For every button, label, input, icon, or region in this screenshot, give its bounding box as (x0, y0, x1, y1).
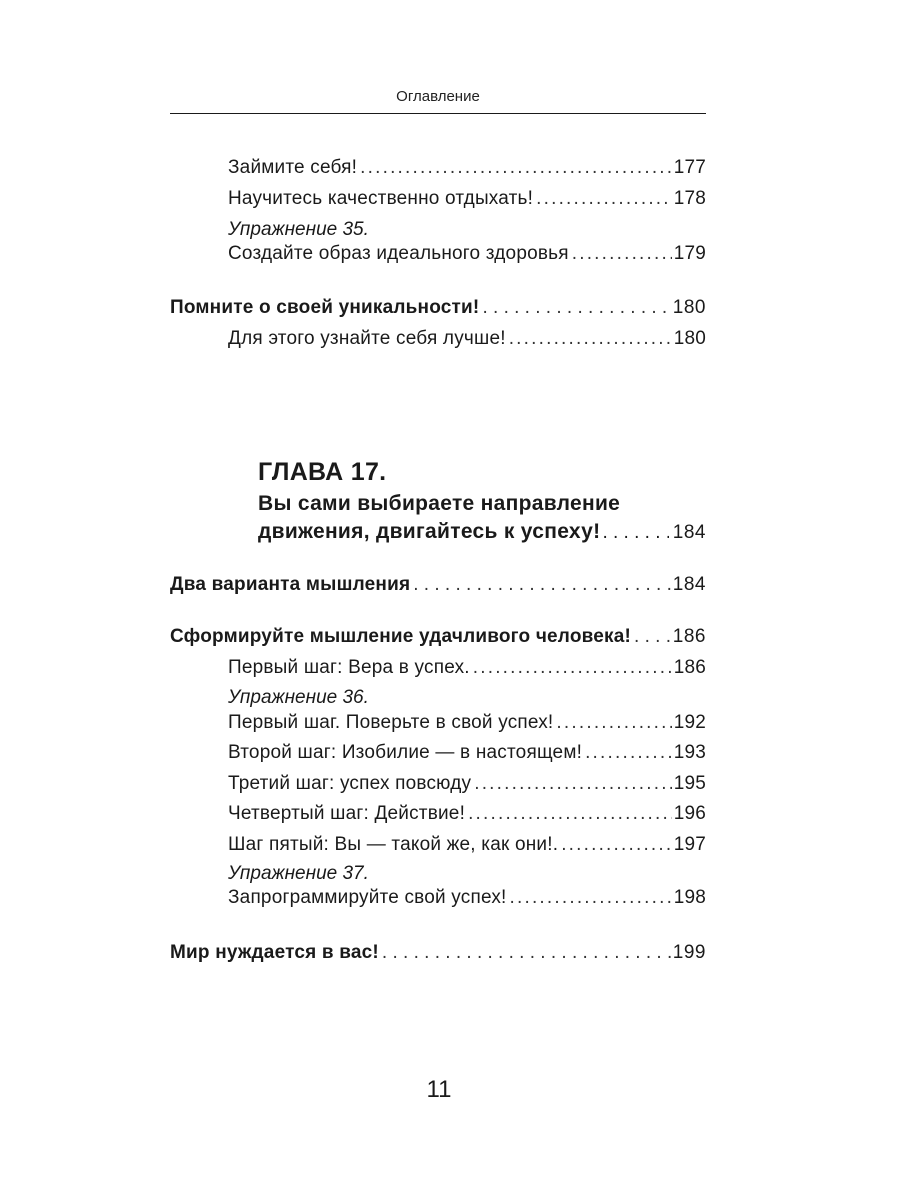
chapter-page: 184 (672, 522, 706, 543)
toc-leader-dots (473, 656, 672, 680)
toc-section-two-ways[interactable] (170, 573, 706, 597)
toc-entry-third-step[interactable] (228, 772, 706, 796)
toc-entry-fourth-step[interactable] (228, 802, 706, 826)
toc-entry-title: Запрограммируйте свой успех! (228, 887, 507, 908)
chapter-title-line-1: Вы сами выбираете направление (258, 492, 621, 515)
toc-entry-page: 197 (673, 834, 706, 855)
toc-leader-dots (585, 741, 672, 765)
toc-section-title: Сформируйте мышление удачливого человека! (170, 626, 632, 647)
toc-entry-page: 180 (673, 328, 706, 349)
toc-entry-page: 196 (673, 803, 706, 824)
toc-entry-page: 178 (673, 188, 706, 209)
toc-section-page: 184 (672, 574, 706, 595)
toc-entry-know-yourself[interactable] (228, 327, 706, 351)
toc-entry-page: 177 (673, 157, 706, 178)
toc-leader-dots (602, 519, 668, 547)
toc-section-page: 186 (672, 626, 706, 647)
header-rule (170, 113, 706, 114)
toc-entry-page: 198 (673, 887, 706, 908)
toc-entry-page: 186 (673, 657, 706, 678)
toc-entry-second-step[interactable] (228, 741, 706, 765)
toc-entry-title: Научитесь качественно отдыхать! (228, 188, 534, 209)
toc-section-uniqueness[interactable] (170, 296, 706, 320)
toc-leader-dots (382, 941, 671, 965)
toc-leader-dots (634, 625, 671, 649)
toc-entry-page: 195 (673, 773, 706, 794)
toc-entry-exercise-37[interactable] (228, 886, 706, 910)
running-header: Оглавление (396, 88, 480, 105)
toc-leader-dots (509, 327, 672, 351)
toc-entry-occupy-yourself[interactable] (228, 156, 706, 180)
toc-chapter-17[interactable] (258, 518, 706, 547)
chapter-title-line-2: движения, двигайтесь к успеху! (258, 520, 601, 543)
toc-entry-fifth-step[interactable] (228, 833, 706, 857)
exercise-35-label: Упражнение 35. (228, 219, 369, 240)
toc-section-page: 199 (672, 942, 706, 963)
toc-leader-dots (360, 156, 672, 180)
toc-leader-dots (556, 711, 671, 735)
toc-entry-first-step[interactable] (228, 656, 706, 680)
toc-leader-dots (413, 573, 671, 597)
toc-entry-title: Первый шаг: Вера в успех. (228, 657, 470, 678)
toc-entry-title: Шаг пятый: Вы — такой же, как они!. (228, 834, 559, 855)
toc-entry-title: Займите себя! (228, 157, 358, 178)
toc-entry-title: Для этого узнайте себя лучше! (228, 328, 506, 349)
toc-section-title: Помните о своей уникальности! (170, 297, 480, 318)
toc-section-lucky-mindset[interactable] (170, 625, 706, 649)
toc-entry-title: Первый шаг. Поверьте в свой успех! (228, 712, 554, 733)
toc-section-world-needs-you[interactable] (170, 941, 706, 965)
chapter-heading: ГЛАВА 17. (258, 458, 387, 486)
toc-leader-dots (510, 886, 672, 910)
exercise-37-label: Упражнение 37. (228, 863, 369, 884)
toc-entry-exercise-35[interactable] (228, 242, 706, 266)
exercise-36-label: Упражнение 36. (228, 687, 369, 708)
toc-section-title: Два варианта мышления (170, 574, 411, 595)
toc-leader-dots (482, 296, 670, 320)
toc-entry-title: Третий шаг: успех повсюду (228, 773, 472, 794)
toc-entry-title: Создайте образ идеального здоровья (228, 243, 569, 264)
toc-entry-page: 193 (673, 742, 706, 763)
page-number: 11 (426, 1076, 452, 1103)
toc-entry-page: 192 (673, 712, 706, 733)
toc-entry-exercise-36[interactable] (228, 711, 706, 735)
toc-entry-title: Четвертый шаг: Действие! (228, 803, 466, 824)
toc-leader-dots (561, 833, 672, 857)
toc-section-page: 180 (672, 297, 706, 318)
toc-leader-dots (474, 772, 671, 796)
toc-entry-title: Второй шаг: Изобилие — в настоящем! (228, 742, 583, 763)
toc-leader-dots (536, 187, 672, 211)
toc-leader-dots (468, 802, 672, 826)
toc-entry-learn-to-rest[interactable] (228, 187, 706, 211)
toc-leader-dots (572, 242, 672, 266)
toc-entry-page: 179 (673, 243, 706, 264)
toc-section-title: Мир нуждается в вас! (170, 942, 379, 963)
